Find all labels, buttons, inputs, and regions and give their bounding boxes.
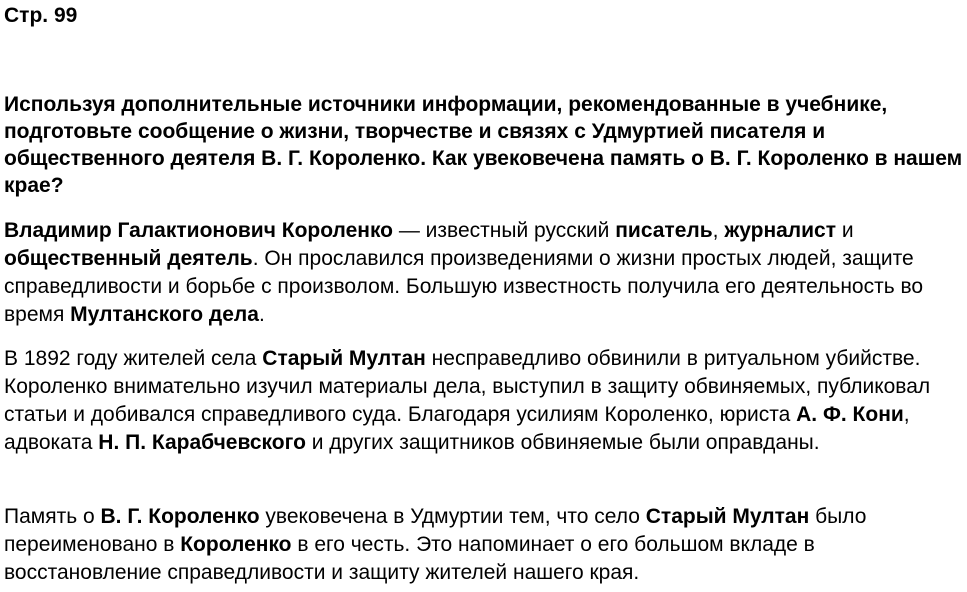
text: , адвоката [4,403,910,454]
answer-paragraph-1 [4,217,964,329]
bold-text: Старый Мултан [645,505,810,528]
text: Память о [4,505,101,528]
text: . [258,303,265,326]
bold-text: Н. П. Карабчевского [98,431,306,454]
text: несправедливо обвинили в ритуальном убийстве. Короленко внимательно изучил материалы дела, выступил в защиту обвиняемых, публиковал статьи и добивался справедливого суда. Благодаря усилиям Короленко, юриста [4,347,931,426]
text: было переименовано в [4,505,867,556]
text: и других защитников обвиняемые были оправданы. [305,431,820,454]
task-question: Используя дополнительные источники информации, рекомендованные в учебнике, подготовьте сообщение о жизни, творчестве и связях с Удмуртией писателя и общественного деятеля В. Г. Короленко. Как увековечена память о В. Г. Короленко в нашем крае? [4,93,963,197]
answer-paragraph-2 [4,345,964,457]
text: В 1892 году жителей села [4,347,263,370]
bold-text: общественный деятель [4,247,253,270]
bold-text: А. Ф. Кони [796,403,904,426]
answer-paragraph-3 [4,503,964,587]
bold-text: Короленко [180,533,292,556]
page-number: Стр. 99 [4,4,78,27]
text: увековечена в Удмуртии тем, что село [259,505,646,528]
bold-text: Старый Мултан [262,347,426,370]
text: — известный русский [393,219,616,242]
bold-text: Владимир Галактионович Короленко [4,219,394,242]
text: в его честь. Это напоминает о его большом вкладе в восстановление справедливости и защиту жителей нашего края. [4,533,815,584]
bold-text: писатель [615,219,713,242]
text: и [836,219,854,242]
text: , [712,219,725,242]
bold-text: журналист [724,219,837,242]
text: . Он прославился произведениями о жизни простых людей, защите справедливости и борьбе с произволом. Большую известность получила его деятельность во время [4,247,924,326]
bold-text: Мултанского дела [70,303,259,326]
bold-text: В. Г. Короленко [100,505,260,528]
